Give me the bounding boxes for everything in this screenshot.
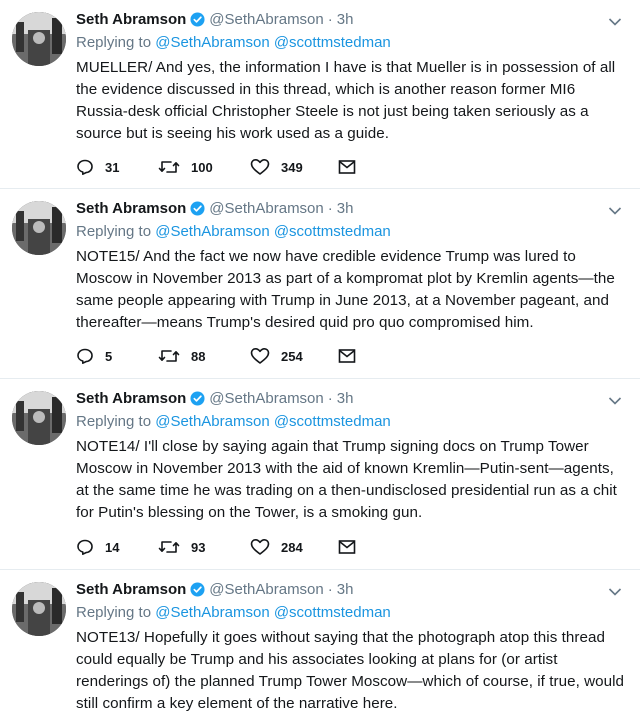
retweet-icon — [158, 158, 180, 176]
author-name[interactable]: Seth Abramson — [76, 10, 187, 28]
tweet-text: MUELLER/ And yes, the information I have is that Mueller is in possession of all the evidence discussed in this thread, which is another reason former MI6 Russia-desk official Christopher Steele is not just being taken seriously as a source but is seeing his work used as a guide. — [76, 59, 616, 142]
envelope-icon — [338, 348, 356, 364]
retweet-count: 93 — [191, 539, 206, 555]
tweet-actions — [76, 157, 356, 177]
direct-message-button[interactable] — [338, 159, 356, 175]
author-handle[interactable]: @SethAbramson — [209, 389, 324, 407]
author-name[interactable]: Seth Abramson — [76, 389, 187, 407]
verified-badge-icon — [190, 582, 205, 597]
replying-to-link[interactable]: @SethAbramson @scottmstedman — [155, 604, 391, 621]
like-button[interactable] — [250, 538, 338, 556]
retweet-count: 100 — [191, 159, 213, 175]
replying-prefix: Replying to — [76, 223, 156, 240]
replying-to — [76, 603, 626, 623]
timestamp[interactable]: 3h — [336, 580, 354, 598]
tweet-text: NOTE15/ And the fact we now have credible evidence Trump was lured to Moscow in November 2013 as part of a kompromat plot by Kremlin agents—the same people appearing with Trump in June 2013, at a November pageant, and thereafter—means Trump's desired quid pro quo compromised him. — [76, 248, 615, 331]
reply-icon — [76, 347, 94, 365]
chevron-down-icon[interactable] — [608, 203, 622, 213]
tweet-header — [76, 579, 626, 599]
retweet-count: 88 — [191, 348, 206, 364]
tweet-text: NOTE14/ I'll close by saying again that Trump signing docs on Trump Tower Moscow in November 2013 with the aid of known Kremlin—Putin-sent—agents, at the same time he was trading on a then-undisclosed presidential run as a chit for Putin's blessing on the Tower, is a smoking gun. — [76, 438, 617, 521]
reply-icon — [76, 538, 94, 556]
reply-button[interactable] — [76, 538, 158, 556]
retweet-button[interactable] — [158, 158, 250, 176]
separator-dot: · — [327, 580, 333, 598]
like-button[interactable] — [250, 158, 338, 176]
tweet[interactable] — [0, 189, 640, 379]
timestamp[interactable]: 3h — [336, 199, 354, 217]
tweet-header — [76, 198, 626, 218]
reply-count: 5 — [105, 348, 113, 364]
avatar[interactable] — [12, 391, 66, 445]
timestamp[interactable]: 3h — [336, 389, 354, 407]
replying-to-link[interactable]: @SethAbramson @scottmstedman — [155, 223, 391, 240]
avatar[interactable] — [12, 12, 66, 66]
tweet[interactable] — [0, 0, 640, 189]
reply-icon — [76, 158, 94, 176]
replying-to-link[interactable]: @SethAbramson @scottmstedman — [155, 413, 391, 430]
timestamp[interactable]: 3h — [336, 10, 354, 28]
reply-count: 31 — [105, 159, 120, 175]
replying-prefix: Replying to — [76, 34, 156, 51]
replying-to-link[interactable]: @SethAbramson @scottmstedman — [155, 34, 391, 51]
reply-button[interactable] — [76, 158, 158, 176]
chevron-down-icon[interactable] — [608, 393, 622, 403]
avatar[interactable] — [12, 582, 66, 636]
avatar[interactable] — [12, 201, 66, 255]
tweet[interactable] — [0, 379, 640, 570]
replying-to — [76, 412, 626, 432]
heart-icon — [250, 538, 270, 556]
author-handle[interactable]: @SethAbramson — [209, 199, 324, 217]
verified-badge-icon — [190, 391, 205, 406]
tweet[interactable] — [0, 570, 640, 727]
tweet-actions — [76, 346, 356, 366]
like-count: 284 — [281, 539, 303, 555]
author-name[interactable]: Seth Abramson — [76, 580, 187, 598]
direct-message-button[interactable] — [338, 348, 356, 364]
author-handle[interactable]: @SethAbramson — [209, 580, 324, 598]
verified-badge-icon — [190, 201, 205, 216]
separator-dot: · — [327, 389, 333, 407]
heart-icon — [250, 158, 270, 176]
like-button[interactable] — [250, 347, 338, 365]
separator-dot: · — [327, 199, 333, 217]
envelope-icon — [338, 159, 356, 175]
tweet-header — [76, 9, 626, 29]
envelope-icon — [338, 539, 356, 555]
heart-icon — [250, 347, 270, 365]
author-handle[interactable]: @SethAbramson — [209, 10, 324, 28]
reply-count: 14 — [105, 539, 120, 555]
retweet-button[interactable] — [158, 538, 250, 556]
like-count: 349 — [281, 159, 303, 175]
tweet-text: NOTE13/ Hopefully it goes without saying that the photograph atop this thread could equally be Trump and his associates looking at plans for (or artist renderings of) the planned Trump Tower Moscow—which of course, if true, would still confirm a key element of the narrative here. — [76, 629, 625, 712]
retweet-button[interactable] — [158, 347, 250, 365]
verified-badge-icon — [190, 12, 205, 27]
like-count: 254 — [281, 348, 303, 364]
tweet-header — [76, 388, 626, 408]
direct-message-button[interactable] — [338, 539, 356, 555]
retweet-icon — [158, 347, 180, 365]
tweet-actions — [76, 537, 356, 557]
reply-button[interactable] — [76, 347, 158, 365]
replying-to — [76, 33, 626, 53]
retweet-icon — [158, 538, 180, 556]
replying-to — [76, 222, 626, 242]
separator-dot: · — [327, 10, 333, 28]
author-name[interactable]: Seth Abramson — [76, 199, 187, 217]
chevron-down-icon[interactable] — [608, 584, 622, 594]
replying-prefix: Replying to — [76, 604, 156, 621]
replying-prefix: Replying to — [76, 413, 156, 430]
chevron-down-icon[interactable] — [608, 14, 622, 24]
